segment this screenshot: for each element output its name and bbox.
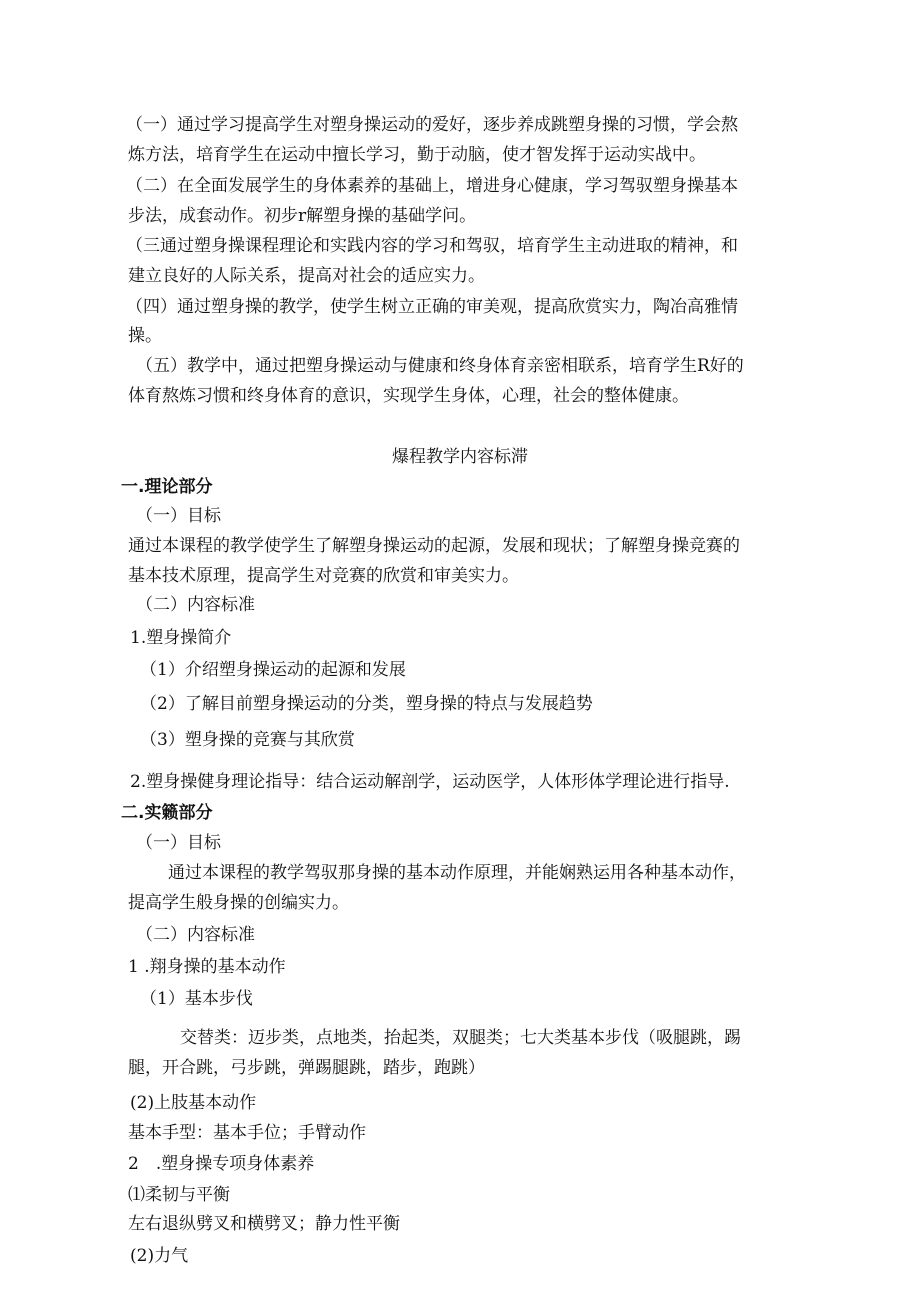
- objective-line-10: 体育熬炼习惯和终身体育的意识，实现学生身体，心理，社会的整体健康。: [128, 386, 689, 406]
- objective-line-4: 步法，成套动作。初步r解塑身操的基础学问。: [128, 206, 477, 226]
- theory-goal-text-1: 通过本课程的教学使学生了解塑身操运动的起源，发展和现状；了解塑身操竞赛的: [128, 536, 740, 556]
- objective-line-6: 建立良好的人际关系，提高对社会的适应实力。: [128, 266, 485, 286]
- section-title: 爆程教学内容标滞: [392, 447, 528, 467]
- practice-goal-text-1: 通过本课程的教学驾驭那身操的基本动作原理，并能娴熟运用各种基本动作，: [168, 863, 746, 883]
- practice-sub-1: （1）基本步伐: [140, 989, 253, 1009]
- theory-heading: 一.理论部分: [121, 477, 213, 497]
- practice-heading: 二.实籁部分: [121, 803, 213, 823]
- theory-goal-label: （一）目标: [136, 506, 221, 526]
- practice-sub-2: (2)上肢基本动作: [130, 1093, 257, 1113]
- practice-sub-2-text: 基本手型：基本手位；手臂动作: [128, 1123, 366, 1143]
- objective-line-5: （三通过塑身操课程理论和实践内容的学习和驾驭，培育学生主动进取的精神，和: [126, 236, 738, 256]
- objective-line-2: 炼方法，培育学生在运动中擅长学习，勤于动脑，使才智发挥于运动实战中。: [128, 145, 706, 165]
- theory-content-label: （二）内容标准: [136, 595, 255, 615]
- theory-item-2: 2.塑身操健身理论指导：结合运动解剖学，运动医学，人体形体学理论进行指导.: [130, 772, 730, 792]
- practice-item-2: 2 .塑身操专项身体素养: [128, 1154, 315, 1174]
- practice-item-2-sub-2: (2)力气: [130, 1246, 189, 1266]
- objective-line-8: 操。: [128, 326, 162, 346]
- objective-line-3: （二）在全面发展学生的身体素养的基础上，增进身心健康，学习驾驭塑身操基本: [126, 176, 738, 196]
- objective-line-1: （一）通过学习提高学生对塑身操运动的爱好，逐步养成跳塑身操的习惯，学会熬: [126, 115, 738, 135]
- practice-item-2-sub-1-text: 左右退纵劈叉和横劈叉；静力性平衡: [128, 1214, 400, 1234]
- practice-goal-text-2: 提高学生般身操的创编实力。: [128, 893, 349, 913]
- practice-sub-1-text-2: 腿，开合跳，弓步跳，弹踢腿跳，踏步，跑跳）: [128, 1058, 485, 1078]
- theory-sub-3: （3）塑身操的竞赛与其欣赏: [140, 730, 355, 750]
- theory-goal-text-2: 基本技术原理，提高学生对竞赛的欣赏和审美实力。: [128, 566, 519, 586]
- objective-line-7: （四）通过塑身操的教学，使学生树立正确的审美观，提高欣赏实力，陶冶高雅情: [126, 297, 738, 317]
- theory-sub-2: （2）了解目前塑身操运动的分类，塑身操的特点与发展趋势: [140, 694, 593, 714]
- practice-goal-label: （一）目标: [136, 833, 221, 853]
- practice-sub-1-text-1: 交替类：迈步类，点地类，抬起类，双腿类；七大类基本步伐（吸腿跳，踢: [180, 1028, 741, 1048]
- theory-sub-1: （1）介绍塑身操运动的起源和发展: [140, 660, 406, 680]
- practice-content-label: （二）内容标准: [136, 925, 255, 945]
- practice-item-2-sub-1: ⑴柔韧与平衡: [128, 1185, 230, 1205]
- theory-item-1: 1.塑身操简介: [130, 628, 232, 648]
- practice-item-1: 1 .翔身操的基本动作: [128, 957, 286, 977]
- objective-line-9: （五）教学中，通过把塑身操运动与健康和终身体育亲密相联系，培育学生R好的: [136, 356, 744, 376]
